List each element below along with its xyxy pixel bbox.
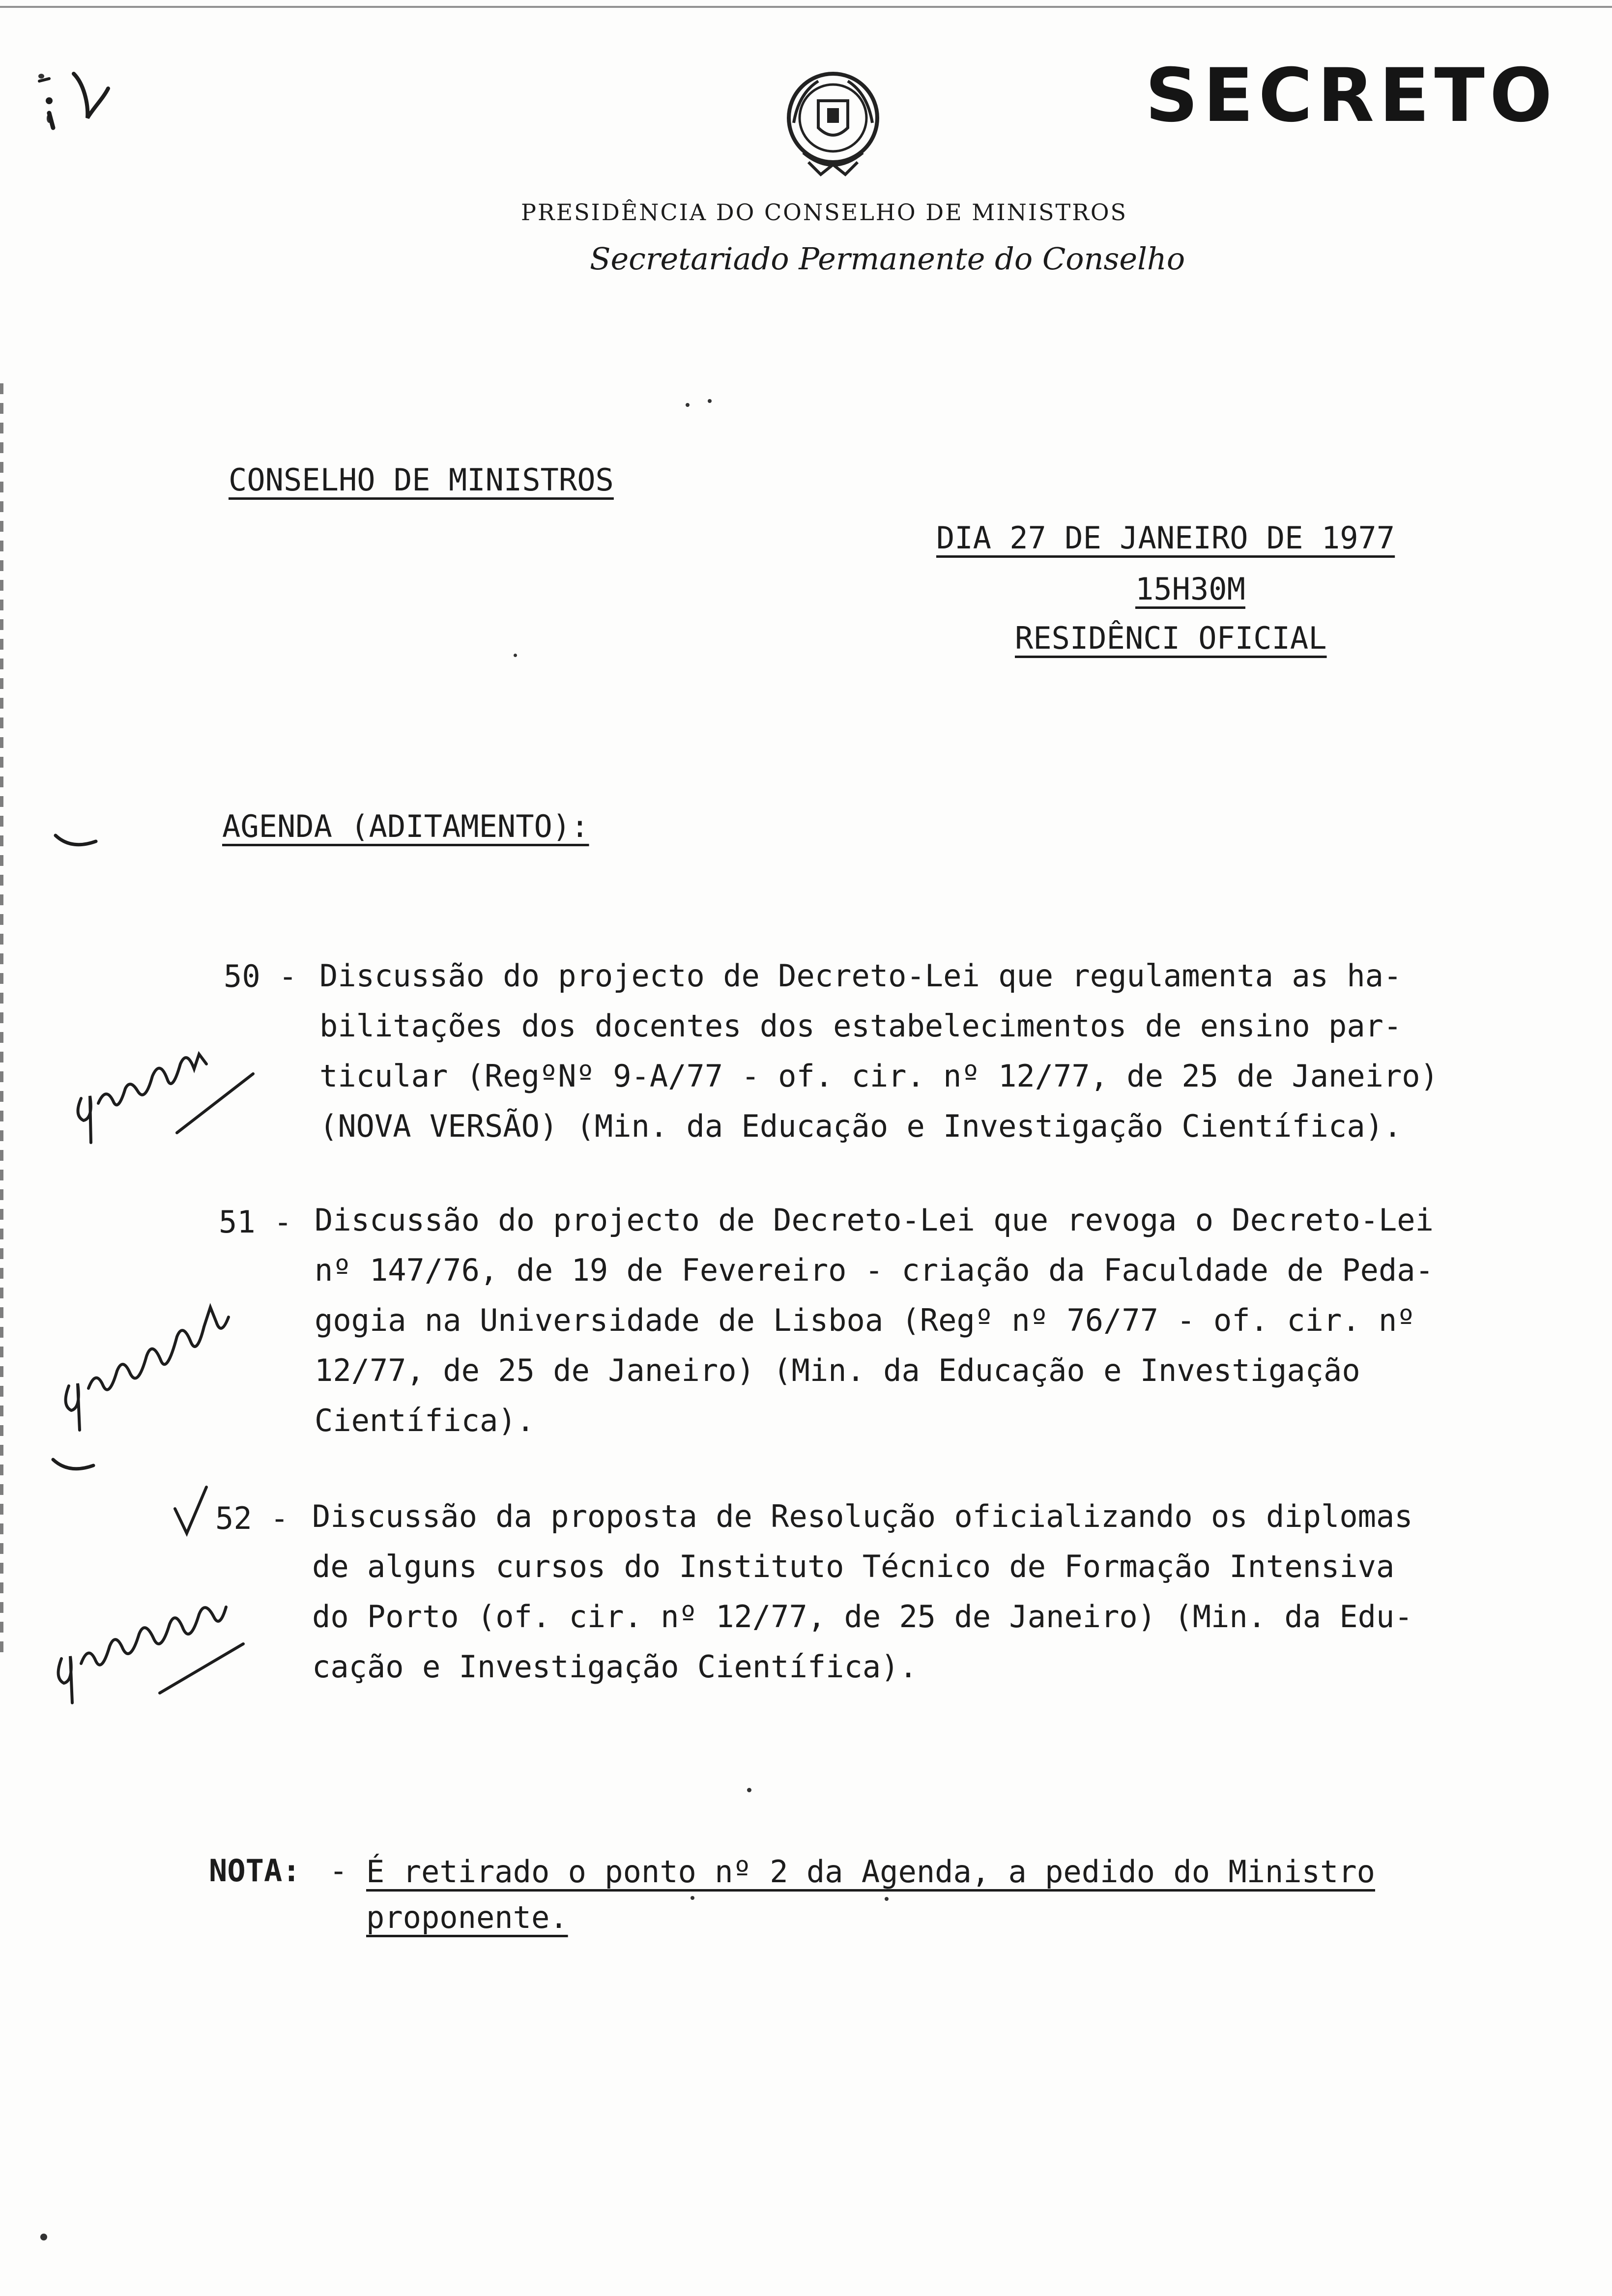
coat-of-arms-emblem [779, 64, 887, 192]
scan-speck [747, 1788, 751, 1792]
note-label: NOTA: [209, 1853, 301, 1889]
agenda-heading: AGENDA (ADITAMENTO): [222, 808, 589, 844]
handwritten-mark-top-left [29, 54, 118, 152]
scan-speck [40, 2234, 47, 2240]
agenda-item-text: Discussão da proposta de Resolução oficializando os diplomas de alguns cursos do Instituto Técnico de Formação Intensiva do Porto (of. cir. nº 12/77, de 25 de Janeiro) (Min. da Edu- cação e Investigação Científica). [312, 1498, 1413, 1685]
note-text-line-1: É retirado o ponto nº 2 da Agenda, a pedido do Ministro [366, 1854, 1375, 1890]
check-mark-icon [172, 1484, 211, 1538]
institution-heading: PRESIDÊNCIA DO CONSELHO DE MINISTROS [521, 199, 1128, 226]
meeting-place: RESIDÊNCI OFICIAL [1015, 620, 1327, 656]
scan-speck [686, 403, 690, 407]
scan-speck [514, 654, 517, 657]
department-script-heading: Secretariado Permanente do Conselho [590, 241, 1185, 277]
meeting-date: DIA 27 DE JANEIRO DE 1977 [936, 520, 1395, 556]
agenda-item-text: Discussão do projecto de Decreto-Lei que revoga o Decreto-Lei nº 147/76, de 19 de Fevereiro - criação da Faculdade de Peda- gogia na Universidade de Lisboa (Regº nº 76/77 - of. cir. nº 12/77, de 25 de Janeiro) (Min. da Educação e Investigação Científica). [315, 1202, 1434, 1438]
agenda-item-number: 51 - [219, 1204, 292, 1240]
meeting-title: CONSELHO DE MINISTROS [229, 462, 614, 498]
scan-edge-left [0, 383, 3, 1661]
margin-tick-mark [52, 831, 101, 855]
note-dash: - [329, 1853, 348, 1889]
meeting-time: 15H30M [1135, 571, 1245, 607]
agenda-item-text: Discussão do projecto de Decreto-Lei que regulamenta as ha- bilitações dos docentes dos estabelecimentos de ensino par- ticular (RegºNº 9-A/77 - of. cir. nº 12/77, de 25 de Janeiro) (NOVA VERSÃO) (Min. da Educação e Investigação Científica). [319, 958, 1439, 1144]
handwritten-approval-annotation [66, 1030, 263, 1152]
scan-speck [691, 1896, 694, 1900]
scan-edge-top [0, 6, 1612, 8]
scan-speck [885, 1897, 889, 1901]
classification-stamp: SECRETO [1145, 53, 1557, 139]
handwritten-approval-annotation [54, 1288, 251, 1435]
note-text-line-2: proponente. [366, 1899, 568, 1935]
agenda-item-number: 50 - [224, 958, 297, 994]
scan-speck [708, 399, 712, 403]
margin-tick-mark [49, 1455, 98, 1479]
agenda-item-number: 52 - [215, 1500, 289, 1536]
handwritten-approval-annotation [47, 1580, 253, 1708]
